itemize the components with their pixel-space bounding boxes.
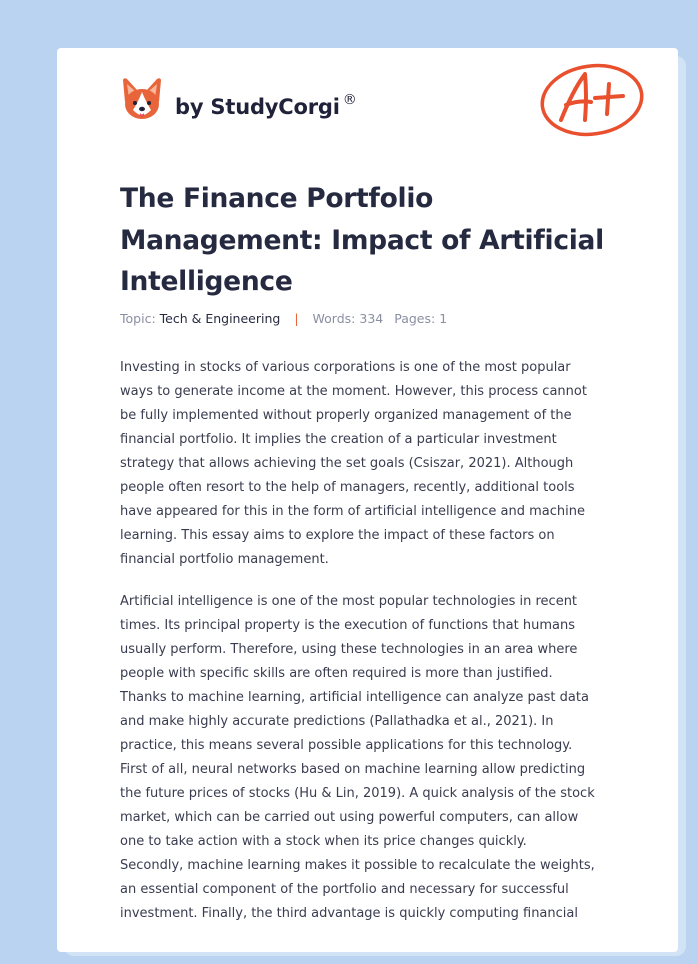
corgi-logo-icon	[121, 76, 163, 122]
pages-count: 1	[439, 311, 448, 326]
paragraph: Investing in stocks of various corporations is one of the most popular ways to generate income at the moment. However, this process cannot be fully implemented without properly organized management of the financial portfolio. It implies the creation of a particular investment strategy that allows achieving the set goals (Csiszar, 2021). Although people often resort to the help of managers, recently, additional tools have appeared for this in the form of artificial intelligence and machine learning. This essay aims to explore the impact of these factors on financial portfolio management.	[120, 360, 587, 567]
paragraph: Artificial intelligence is one of the most popular technologies in recent times. Its principal property is the execution of functions that humans usually perform. Therefore, using these technologies in an area where people with specific skills are often required is more than justified. Thanks to machine learning, artificial intelligence can analyze past data and make highly accurate predictions (Pallathadka et al., 2021). In practice, this means several possible applications for this technology. First of all, neural networks based on machine learning allow predicting the future prices of stocks (Hu & Lin, 2019). A quick analysis of the stock market, which can be carried out using powerful computers, can allow one to take action with a stock when its price changes quickly. Secondly, machine learning makes it possible to recalculate the weights, an essential component of the portfolio and necessary for successful investment. Finally, the third advantage is quickly computing financial	[120, 594, 595, 921]
article-meta	[120, 311, 447, 326]
a-plus-grade-icon	[539, 60, 647, 140]
meta-separator: |	[294, 311, 299, 326]
topic-label: Topic:	[120, 311, 156, 326]
article-title: The Finance Portfolio Management: Impact of Artificial Intelligence	[120, 183, 604, 297]
words-label: Words:	[312, 311, 356, 326]
registered-mark: ®	[342, 92, 357, 108]
article-body	[120, 356, 630, 944]
words-count: 334	[359, 311, 384, 326]
pages-label: Pages:	[394, 311, 436, 326]
document-page	[57, 48, 678, 952]
brand-name: by StudyCorgi ®	[175, 92, 357, 119]
topic-link[interactable]: Tech & Engineering	[159, 311, 281, 326]
studycorgi-logo[interactable]	[121, 76, 381, 124]
